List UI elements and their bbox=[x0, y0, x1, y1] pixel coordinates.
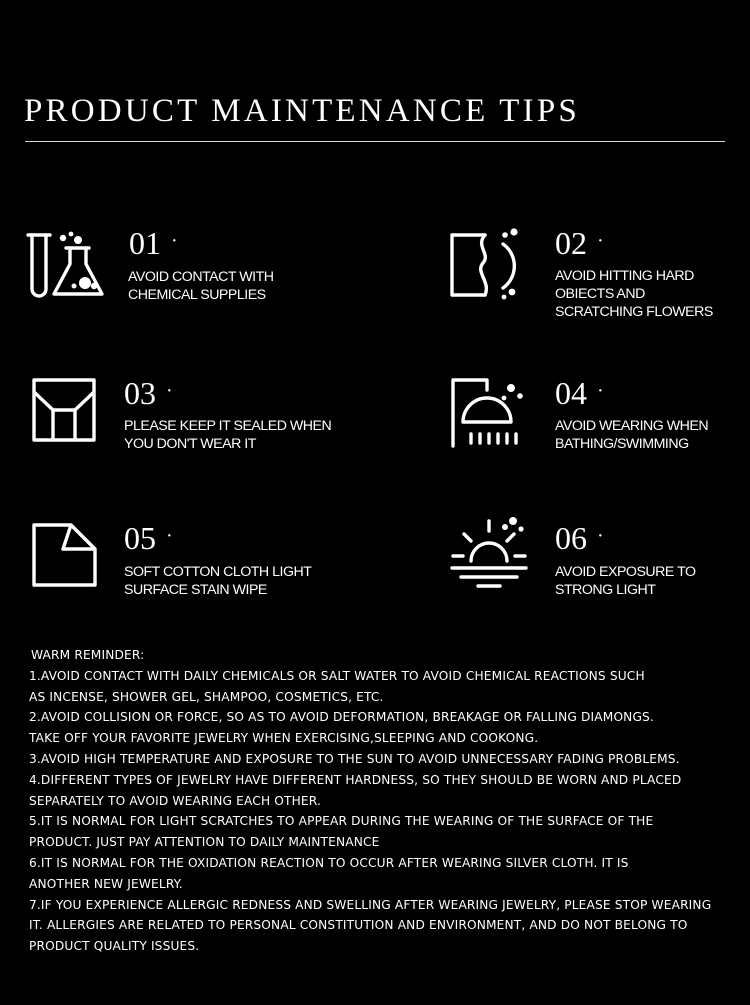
tip-line: PLEASE KEEP IT SEALED WHEN bbox=[124, 418, 332, 434]
reminder-line: ANOTHER NEW JEWELRY. bbox=[29, 876, 183, 891]
tip-separator: · bbox=[166, 525, 173, 547]
reminder-line: SEPARATELY TO AVOID WEARING EACH OTHER. bbox=[29, 793, 321, 808]
tip-separator: · bbox=[166, 380, 173, 402]
warm-reminder bbox=[29, 645, 734, 957]
tip-description bbox=[555, 267, 713, 321]
tip-description bbox=[555, 563, 696, 599]
tip-number-value: 03 bbox=[124, 375, 156, 411]
tip-line: BATHING/SWIMMING bbox=[555, 436, 689, 452]
reminder-title: WARM REMINDER: bbox=[31, 648, 145, 662]
sealed-box-icon bbox=[31, 376, 99, 446]
title-divider bbox=[25, 141, 725, 142]
reminder-line: TAKE OFF YOUR FAVORITE JEWELRY WHEN EXERCISING,SLEEPING AND COOKONG. bbox=[29, 731, 539, 746]
tip-separator: · bbox=[171, 230, 178, 252]
tip-line: SOFT COTTON CLOTH LIGHT bbox=[124, 564, 312, 580]
tip-number bbox=[555, 374, 604, 410]
tip-number-value: 06 bbox=[555, 520, 587, 556]
cloth-icon bbox=[31, 522, 99, 590]
tip-line: CHEMICAL SUPPLIES bbox=[128, 287, 266, 303]
reminder-line: 3.AVOID HIGH TEMPERATURE AND EXPOSURE TO THE SUN TO AVOID UNNECESSARY FADING PROBLEMS. bbox=[29, 751, 680, 766]
tip-line: STRONG LIGHT bbox=[555, 582, 656, 598]
tip-number bbox=[555, 224, 604, 260]
tip-description bbox=[128, 268, 273, 304]
tip-number-value: 02 bbox=[555, 225, 587, 261]
tip-line: AVOID HITTING HARD bbox=[555, 268, 694, 284]
tip-line: YOU DON'T WEAR IT bbox=[124, 436, 256, 452]
reminder-line: 5.IT IS NORMAL FOR LIGHT SCRATCHES TO APPEAR DURING THE WEARING OF THE SURFACE OF THE bbox=[29, 814, 654, 829]
tip-separator: · bbox=[597, 230, 604, 252]
reminder-line: IT. ALLERGIES ARE RELATED TO PERSONAL CONSTITUTION AND ENVIRONMENT, AND DO NOT BELONG TO bbox=[29, 918, 688, 933]
tip-line: AVOID CONTACT WITH bbox=[128, 269, 274, 285]
tip-description bbox=[124, 563, 311, 599]
reminder-line: PRODUCT. JUST PAY ATTENTION TO DAILY MAINTENANCE bbox=[29, 835, 380, 850]
tip-separator: · bbox=[597, 380, 604, 402]
tip-line: OBIECTS AND bbox=[555, 286, 645, 302]
reminder-line: 2.AVOID COLLISION OR FORCE, SO AS TO AVOID DEFORMATION, BREAKAGE OR FALLING DIAMONGS. bbox=[29, 710, 654, 725]
tip-line: SCRATCHING FLOWERS bbox=[555, 304, 713, 320]
reminder-line: 1.AVOID CONTACT WITH DAILY CHEMICALS OR SALT WATER TO AVOID CHEMICAL REACTIONS SUCH bbox=[29, 668, 645, 683]
reminder-line: 4.DIFFERENT TYPES OF JEWELRY HAVE DIFFERENT HARDNESS, SO THEY SHOULD BE WORN AND PLACED bbox=[29, 772, 682, 787]
sun-icon bbox=[449, 515, 531, 593]
tip-number-value: 05 bbox=[124, 520, 156, 556]
shower-icon bbox=[449, 376, 529, 450]
reminder-line: AS INCENSE, SHOWER GEL, SHAMPOO, COSMETICS, ETC. bbox=[29, 689, 384, 704]
tip-number bbox=[129, 224, 178, 260]
reminder-line: PRODUCT QUALITY ISSUES. bbox=[29, 939, 200, 954]
tip-number bbox=[124, 519, 173, 555]
test-tube-flask-icon bbox=[26, 226, 108, 302]
tip-number bbox=[124, 374, 173, 410]
tip-line: AVOID WEARING WHEN bbox=[555, 418, 709, 434]
tip-description bbox=[124, 417, 331, 453]
tip-number-value: 04 bbox=[555, 375, 587, 411]
page-title: PRODUCT MAINTENANCE TIPS bbox=[24, 93, 580, 129]
tip-separator: · bbox=[597, 525, 604, 547]
tip-line: SURFACE STAIN WIPE bbox=[124, 582, 267, 598]
reminder-line: 6.IT IS NORMAL FOR THE OXIDATION REACTION TO OCCUR AFTER WEARING SILVER CLOTH. IT IS bbox=[29, 855, 629, 870]
tip-number bbox=[555, 519, 604, 555]
tip-description bbox=[555, 417, 708, 453]
broken-surface-icon bbox=[449, 226, 529, 302]
tip-line: AVOID EXPOSURE TO bbox=[555, 564, 696, 580]
reminder-line: 7.IF YOU EXPERIENCE ALLERGIC REDNESS AND SWELLING AFTER WEARING JEWELRY, PLEASE STOP WEARING bbox=[29, 897, 712, 912]
tip-number-value: 01 bbox=[129, 225, 161, 261]
